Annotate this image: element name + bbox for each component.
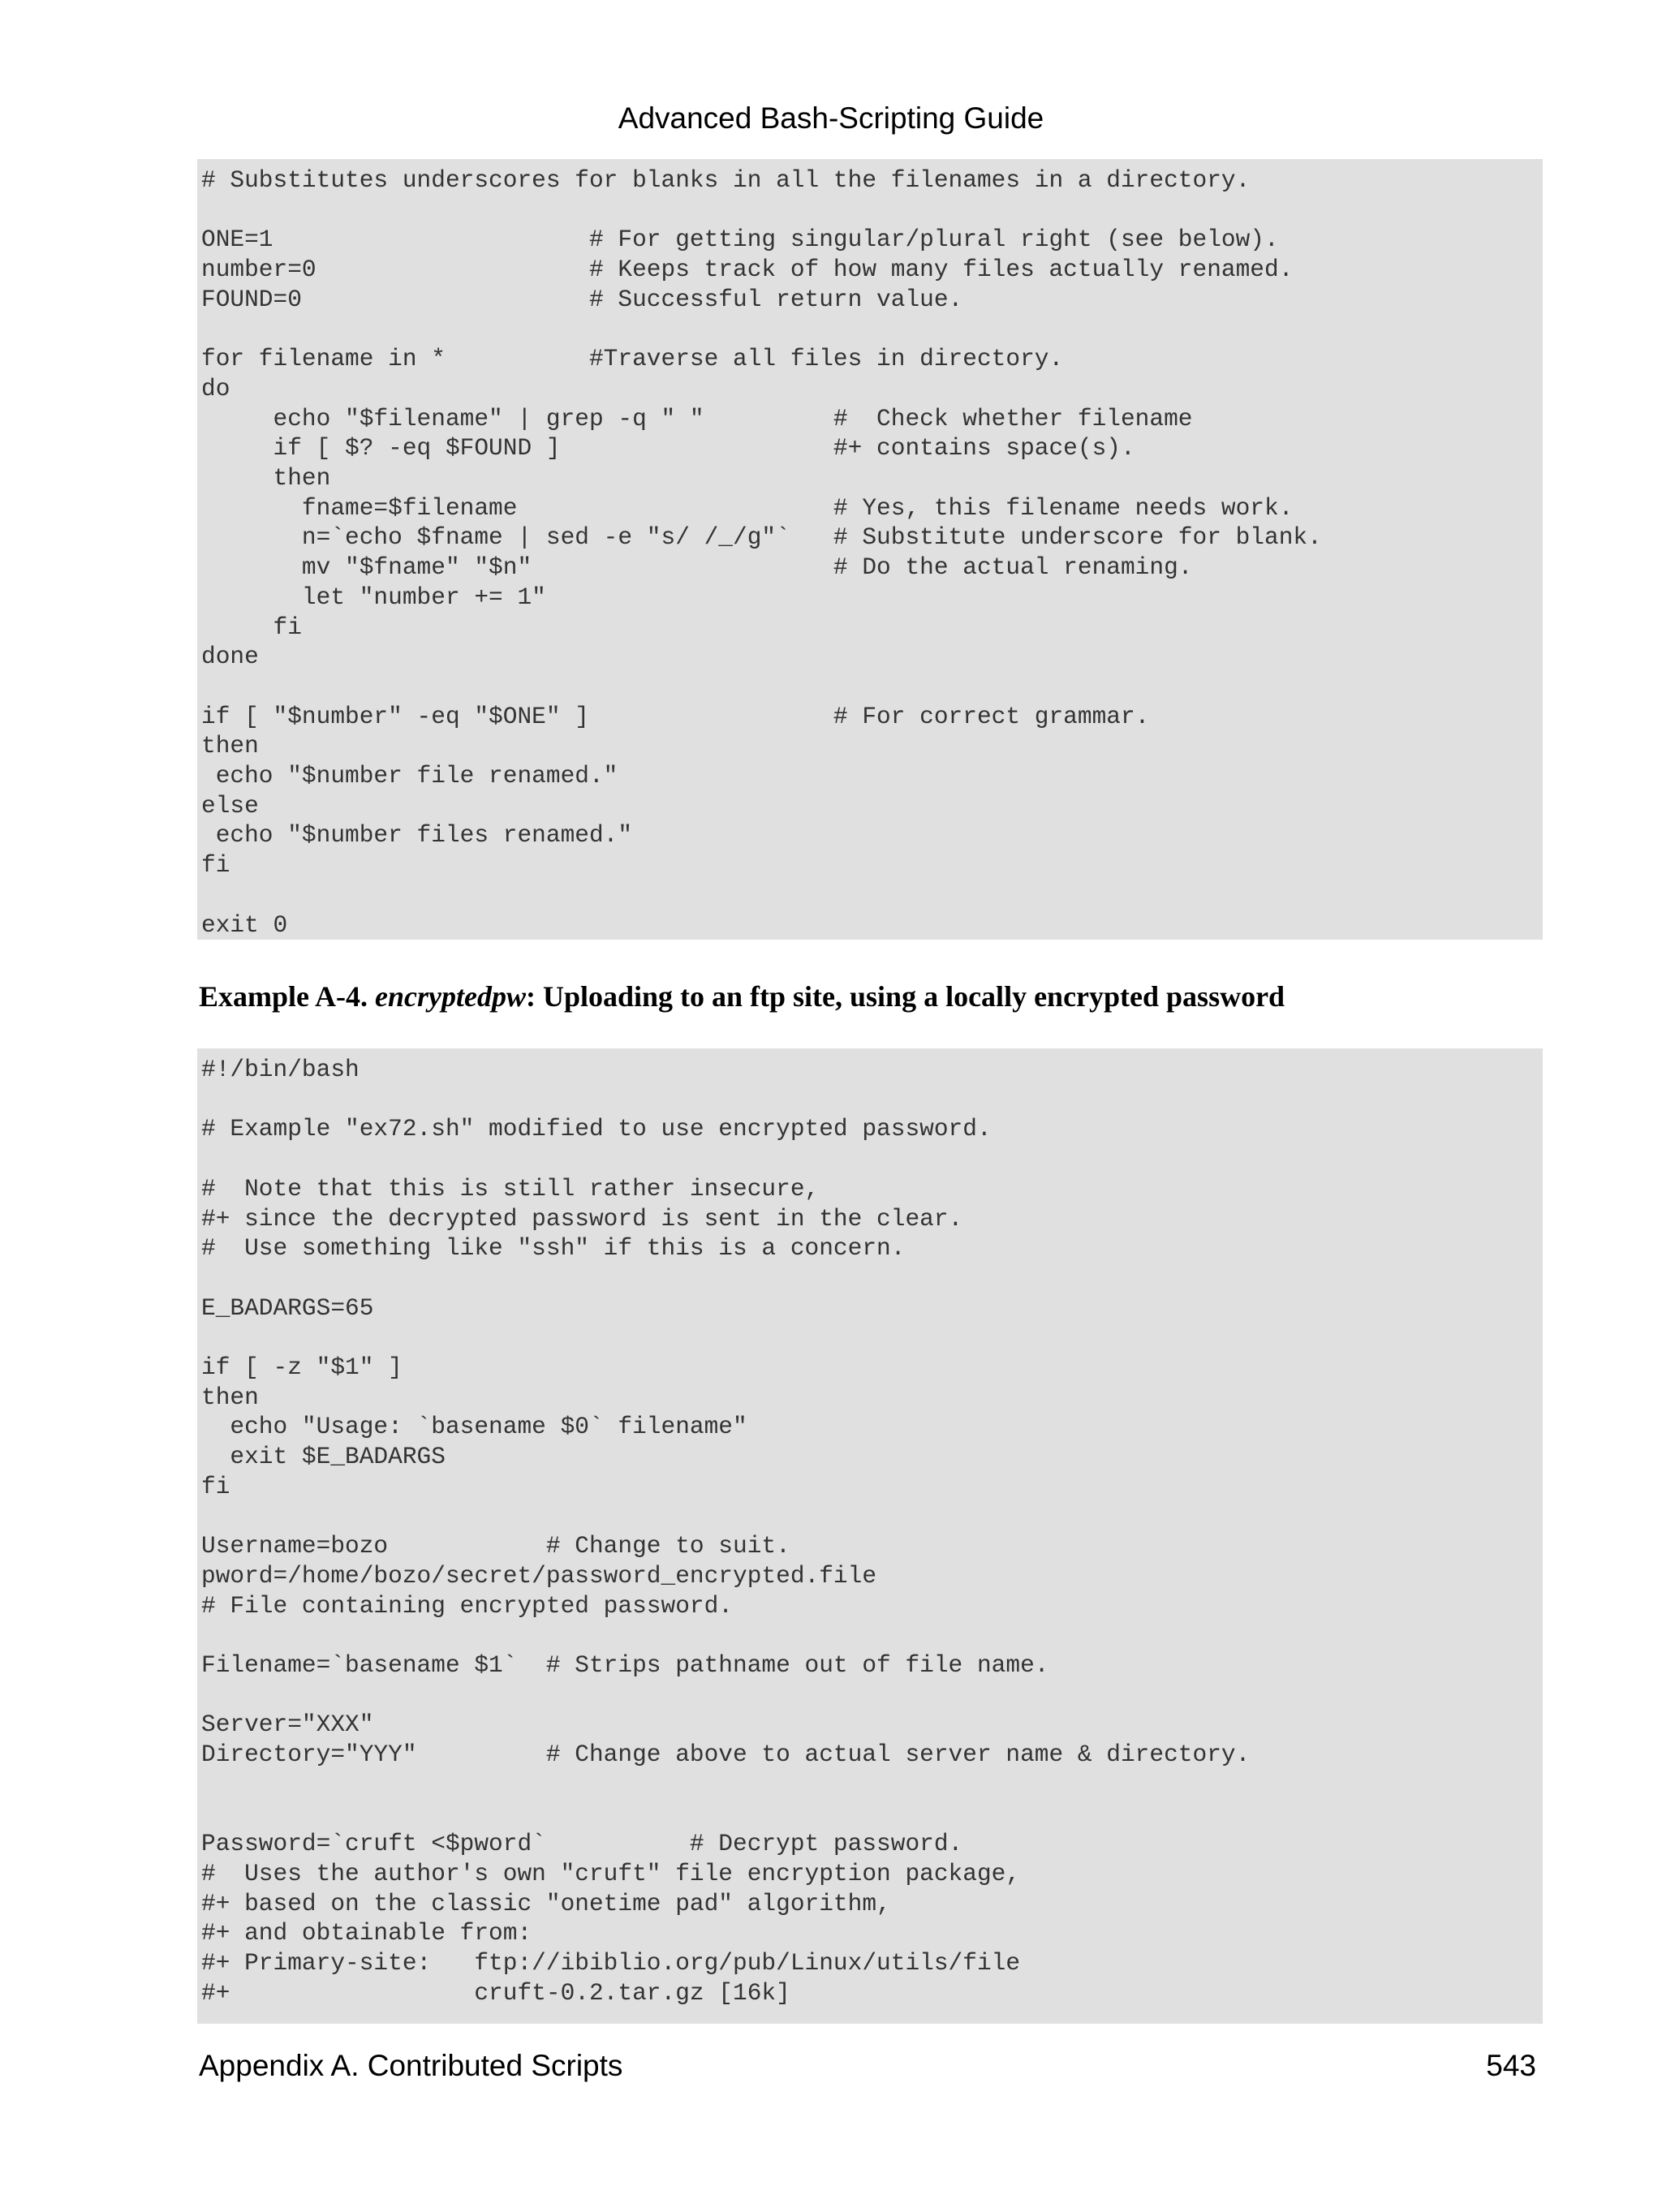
example-description: : Uploading to an ftp site, using a locally encrypted password [525,980,1285,1013]
code-text: #!/bin/bash # Example "ex72.sh" modified to use encrypted password. # Note that this is still rather insecure, #+ since the decrypted password is sent in the clear. # Use something like "ssh" if this is a concern. E_BADARGS=65 if [ -z "$1" ] then echo "Usage: `basename $0` filename" exit $E_BADARGS fi Username=bozo # Change to suit. pword=/home/bozo/secret/password_encrypted.file # File containing encrypted password. Filename=`basename $1` # Strips pathname out of file name. Server="XXX" Directory="YYY" # Change above to actual server name & directory. Password=`cruft <$pword` # Decrypt password. # Uses the author's own "cruft" file encryption package, #+ based on the classic "onetime pad" algorithm, #+ and obtainable from: #+ Primary-site: ftp://ibiblio.org/pub/Linux/utils/file #+ cruft-0.2.tar.gz [16k] [201,1056,1251,2007]
example-title [199,978,1285,1015]
running-header: Advanced Bash-Scripting Guide [618,101,1044,135]
code-listing-encryptedpw [197,1048,1543,2024]
example-script-name: encryptedpw [375,980,526,1013]
page-number: 543 [1486,2049,1536,2082]
footer-section-title: Appendix A. Contributed Scripts [199,2049,623,2082]
code-text: # Substitutes underscores for blanks in all the filenames in a directory. ONE=1 # For getting singular/plural right (see below). number=0 # Keeps track of how many files actually renamed. FOUND=0 # Successful return value. for filename in * #Traverse all files in directory. do echo "$filename" | grep -q " " # Check whether filename if [ $? -eq $FOUND ] #+ contains space(s). then fname=$filename # Yes, this filename needs work. n=`echo $fname | sed -e "s/ /_/g"` # Substitute underscore for blank. mv "$fname" "$n" # Do the actual renaming. let "number += 1" fi done if [ "$number" -eq "$ONE" ] # For correct grammar. then echo "$number file renamed." else echo "$number files renamed." fi exit 0 [201,166,1322,939]
example-prefix: Example A-4. [199,980,376,1013]
code-listing-rename-blanks [197,159,1543,940]
